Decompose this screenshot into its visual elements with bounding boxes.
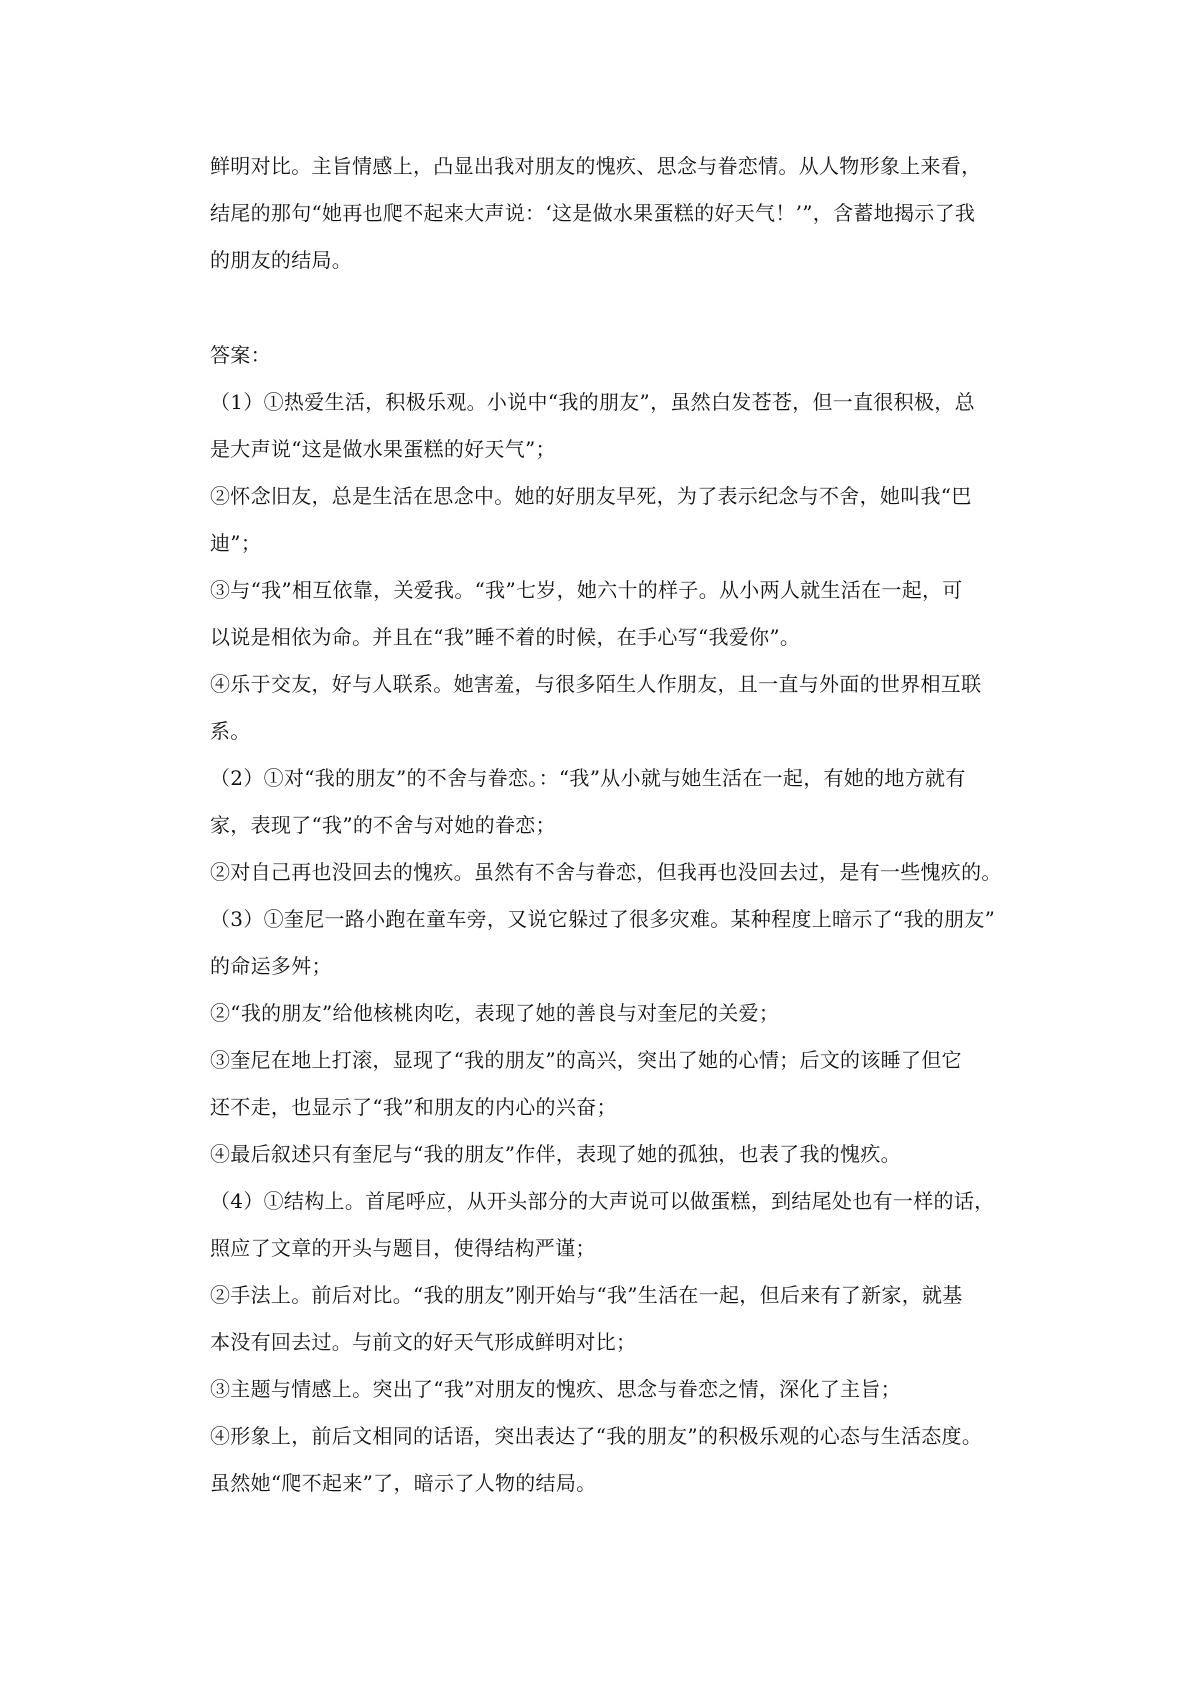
answer-line: （2）①对“我的朋友”的不舍与眷恋。：“我”从小就与她生活在一起，有她的地方就有 [210,766,966,790]
answer-line: 家，表现了“我”的不舍与对她的眷恋； [210,813,556,837]
answer-line: 系。 [210,719,251,743]
intro-line: 的朋友的结局。 [210,248,353,272]
answer-line: （4）①结构上。首尾呼应，从开头部分的大声说可以做蛋糕，到结尾处也有一样的话， [210,1189,995,1213]
answer-line: ②怀念旧友，总是生活在思念中。她的好朋友早死，为了表示纪念与不舍，她叫我“巴 [210,484,972,508]
answer-line: （1）①热爱生活，积极乐观。小说中“我的朋友”，虽然白发苍苍，但一直很积极，总 [210,390,975,414]
answer-line: ③与“我”相互依靠，关爱我。“我”七岁，她六十的样子。从小两人就生活在一起，可 [210,578,963,602]
answer-line: 还不走，也显示了“我”和朋友的内心的兴奋； [210,1095,617,1119]
answer-line: ④形象上，前后文相同的话语，突出表达了“我的朋友”的积极乐观的心态与生活态度。 [210,1424,983,1448]
intro-paragraph [210,143,1030,284]
answer-line: 的命运多舛； [210,954,332,978]
answer-line: （3）①奎尼一路小跑在童车旁，又说它躲过了很多灾难。某种程度上暗示了“我的朋友” [210,907,996,931]
answer-line: ④乐于交友，好与人联系。她害羞，与很多陌生人作朋友，且一直与外面的世界相互联 [210,672,982,696]
document-body [210,143,1030,1507]
answer-line: ③奎尼在地上打滚，显现了“我的朋友”的高兴，突出了她的心情；后文的该睡了但它 [210,1048,962,1072]
answer-line: 本没有回去过。与前文的好天气形成鲜明对比； [210,1330,637,1354]
answer-line: ④最后叙述只有奎尼与“我的朋友”作伴，表现了她的孤独，也表了我的愧疚。 [210,1142,901,1166]
paragraph-gap [210,284,1030,332]
answer-label: 答案： [210,343,271,367]
answer-line: ②“我的朋友”给他核桃肉吃，表现了她的善良与对奎尼的关爱； [210,1001,780,1025]
answer-line: 照应了文章的开头与题目，使得结构严谨； [210,1236,596,1260]
answer-line: 以说是相依为命。并且在“我”睡不着的时候，在手心写“我爱你”。 [210,625,801,649]
answer-line: 迪”； [210,531,262,555]
answer-line: 虽然她“爬不起来”了，暗示了人物的结局。 [210,1471,597,1495]
intro-line: 结尾的那句“她再也爬不起来大声说：‘这是做水果蛋糕的好天气！’”，含蓄地揭示了我 [210,201,976,225]
answer-line: ②对自己再也没回去的愧疚。虽然有不舍与眷恋，但我再也没回去过，是有一些愧疚的。 [210,860,1002,884]
answer-line: ②手法上。前后对比。“我的朋友”刚开始与“我”生活在一起，但后来有了新家，就基 [210,1283,963,1307]
intro-line: 鲜明对比。主旨情感上，凸显出我对朋友的愧疚、思念与眷恋情。从人物形象上来看， [210,154,982,178]
answer-line: ③主题与情感上。突出了“我”对朋友的愧疚、思念与眷恋之情，深化了主旨； [210,1377,901,1401]
answer-section [210,379,1030,1507]
answer-line: 是大声说“这是做水果蛋糕的好天气”； [210,437,556,461]
